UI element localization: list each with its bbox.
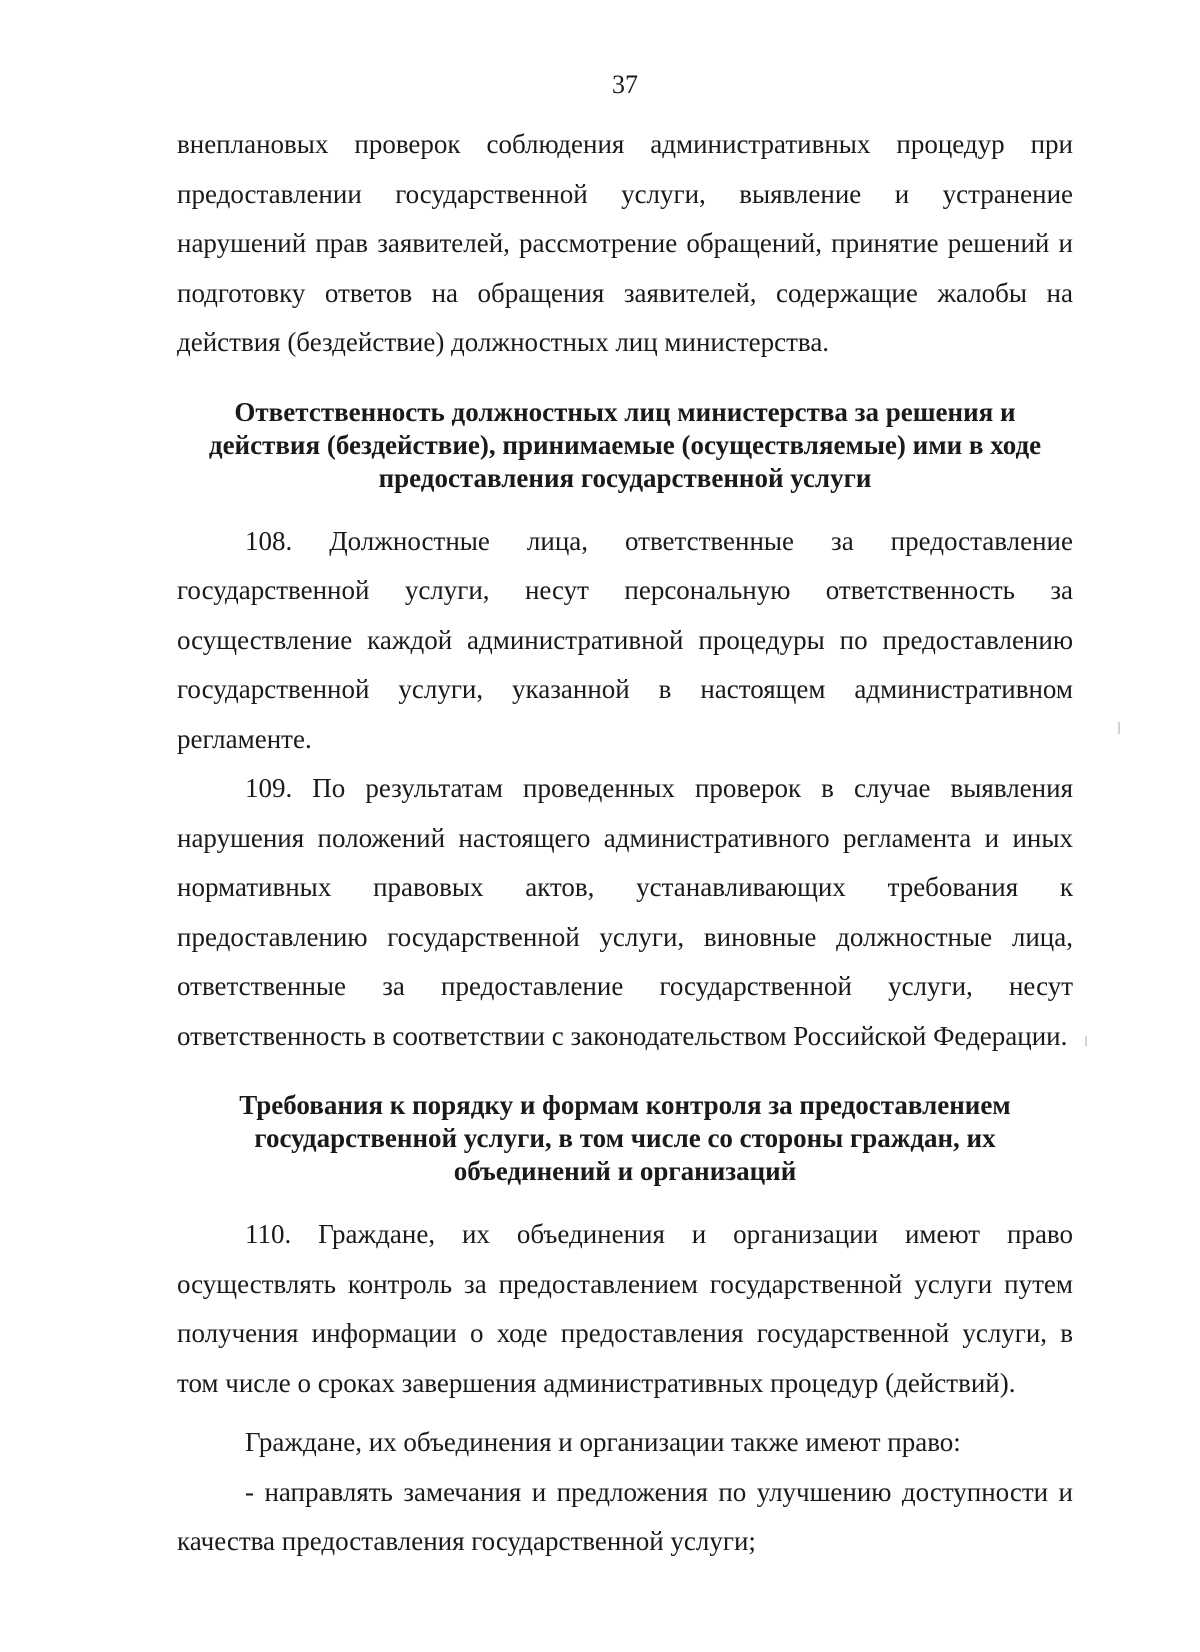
paragraph-108: 108. Должностные лица, ответственные за предоставление государственной услуги, несут персональную ответственность за осуществление каждой административной процедуры по предоставлению государственной услуги, указанной в настоящем административном регламенте. (177, 525, 1073, 754)
paragraph-109: 109. По результатам проведенных проверок в случае выявления нарушения положений настоящего административного регламента и иных нормативных правовых актов, устанавливающих требования к предоставлению государственной услуги, виновные должностные лица, ответственные за предоставление государственной услуги, несут ответственность в соответствии с законодательством Российской Федерации. (177, 773, 1073, 1051)
scan-speck (1085, 1036, 1087, 1046)
paragraph-bullet-remarks: - направлять замечания и предложения по улучшению доступности и качества предоставления государственной услуги; (177, 1476, 1073, 1556)
document-body (177, 120, 1073, 1567)
section-heading-control-requirements: Требования к порядку и формам контроля за предоставлением государственной услуги, в том числе со стороны граждан, их объединений и организаций (239, 1090, 1011, 1186)
paragraph-intro: внеплановых проверок соблюдения административных процедур при предоставлении государственной услуги, выявление и устранение нарушений прав заявителей, рассмотрение обращений, принятие решений и подготовку ответов на обращения заявителей, содержащие жалобы на действия (бездействие) должностных лиц министерства. (177, 129, 1073, 357)
paragraph-rights: Граждане, их объединения и организации также имеют право: (245, 1427, 961, 1457)
scan-speck (1118, 722, 1120, 734)
paragraph-110: 110. Граждане, их объединения и организации имеют право осуществлять контроль за предоставлением государственной услуги путем получения информации о ходе предоставления государственной услуги, в том числе о сроках завершения административных процедур (действий). (177, 1219, 1073, 1398)
page-number: 37 (612, 70, 638, 99)
section-heading-responsibility: Ответственность должностных лиц министерства за решения и действия (бездействие), принимаемые (осуществляемые) ими в ходе предоставления государственной услуги (208, 396, 1042, 493)
